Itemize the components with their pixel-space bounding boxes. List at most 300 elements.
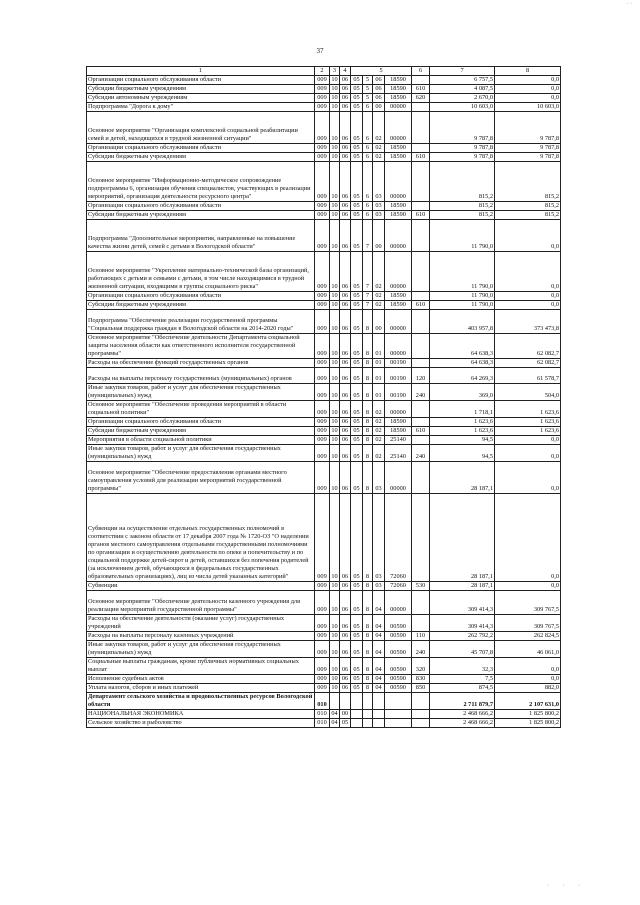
row-label: Социальные выплаты гражданам, кроме публичных нормативных социальных выплат	[87, 658, 315, 675]
table-cell	[412, 103, 430, 112]
table-row	[87, 334, 561, 359]
table-cell: 00590	[385, 684, 412, 693]
table-cell: 06	[373, 76, 385, 85]
table-cell: 610	[412, 427, 430, 436]
table-cell: 10	[331, 211, 338, 218]
table-cell: 45 707,8	[430, 641, 495, 658]
table-cell	[412, 359, 430, 368]
table-row	[87, 202, 561, 211]
table-cell: 0,0	[495, 445, 561, 462]
table-cell: 18590	[385, 202, 412, 211]
table-row	[87, 658, 561, 675]
row-label: Основное мероприятие "Обеспечение предоставления органами местного самоуправления условий для реализации мероприятий государственной программы"	[87, 462, 315, 494]
table-cell: 05	[351, 418, 363, 427]
table-cell: 10	[330, 615, 340, 632]
table-cell: 009	[315, 85, 330, 94]
table-cell: 06	[340, 252, 351, 292]
table-cell: 1 623,6	[430, 418, 495, 427]
table-cell: 06	[340, 85, 351, 94]
table-cell: 504,0	[495, 384, 561, 401]
table-row	[87, 632, 561, 641]
row-label: Организации социального обслуживания области	[87, 76, 315, 85]
table-cell	[412, 710, 430, 719]
row-label: Субсидии бюджетным учреждениям	[87, 153, 315, 162]
row-label: Иные закупки товаров, работ и услуг для обеспечения государственных (муниципальных) нужд	[87, 641, 315, 658]
table-cell: 1 825 800,2	[495, 710, 561, 719]
table-cell: 009	[315, 658, 330, 675]
table-row	[87, 112, 561, 144]
table-cell: 815,2	[495, 211, 561, 220]
table-cell: 8	[363, 462, 373, 494]
table-cell: 00590	[385, 641, 412, 658]
table-cell: 009	[315, 384, 330, 401]
row-label: Сельское хозяйство и рыболовство	[87, 719, 315, 728]
table-cell: 4 087,5	[430, 85, 495, 94]
table-cell: 06	[340, 445, 351, 462]
table-cell: 05	[351, 301, 363, 310]
table-cell: 05	[351, 94, 363, 103]
table-row	[87, 719, 561, 728]
table-cell	[412, 112, 430, 144]
table-cell: 815,2	[495, 162, 561, 202]
table-cell: 02	[373, 301, 385, 310]
row-label: Организации социального обслуживания области	[87, 144, 315, 153]
table-cell: 10	[331, 103, 338, 110]
table-cell: 11 790,0	[430, 292, 495, 301]
table-cell	[412, 76, 430, 85]
table-cell: 2 468 666,2	[430, 710, 495, 719]
table-row	[87, 211, 561, 220]
table-cell: 10	[331, 144, 338, 151]
table-cell: 9 787,8	[495, 144, 561, 153]
table-cell: 64 638,3	[430, 359, 495, 368]
table-cell: 05	[351, 445, 363, 462]
table-cell: 05	[351, 144, 363, 153]
table-cell	[363, 710, 373, 719]
table-row	[87, 292, 561, 301]
table-cell: 00000	[385, 162, 412, 202]
table-cell: 2 468 666,2	[430, 719, 495, 728]
table-cell: 8	[363, 445, 373, 462]
table-cell: 9 787,8	[430, 144, 495, 153]
table-cell: 06	[340, 582, 351, 591]
table-cell: 009	[315, 334, 330, 359]
table-cell: 10	[330, 368, 340, 384]
table-row	[87, 445, 561, 462]
table-cell: 009	[315, 153, 330, 162]
table-cell: 04	[373, 675, 385, 684]
table-cell	[385, 693, 412, 710]
table-cell: 8	[363, 359, 373, 368]
table-cell: 009	[315, 292, 330, 301]
table-row	[87, 684, 561, 693]
row-label: Организации социального обслуживания области	[87, 292, 315, 301]
table-cell: 18590	[385, 211, 412, 220]
row-label: Расходы на обеспечение деятельности (оказание услуг) государственных учреждений	[87, 615, 315, 632]
table-cell: 309 767,5	[495, 591, 561, 615]
col-header: 7	[430, 67, 495, 76]
table-cell: 01	[373, 384, 385, 401]
table-cell: 1 623,6	[430, 427, 495, 436]
table-cell: 00	[373, 310, 385, 334]
table-cell: 05	[351, 292, 363, 301]
table-cell: 06	[340, 162, 351, 202]
table-cell: 010	[315, 710, 330, 719]
row-label: Основное мероприятие "Информационно-методическое сопровождение подпрограммы 6, организация обучения специалистов, участвующих в реализации мероприятий, организация деятельности ресурсного центра"	[87, 162, 315, 202]
table-cell: 06	[340, 211, 351, 220]
table-row	[87, 494, 561, 582]
table-cell: 7	[363, 301, 373, 310]
table-cell: 8	[363, 368, 373, 384]
table-cell: 05	[351, 494, 363, 582]
table-cell: 04	[373, 591, 385, 615]
col-header: 8	[495, 67, 561, 76]
table-cell: 00000	[385, 103, 412, 112]
table-cell: 11 790,0	[430, 220, 495, 252]
table-cell: 9 787,8	[495, 112, 561, 144]
table-cell: 8	[363, 384, 373, 401]
table-cell: 7,5	[430, 675, 495, 684]
table-row	[87, 153, 561, 162]
table-cell: 06	[340, 494, 351, 582]
table-cell: 10	[331, 153, 338, 160]
table-cell: 03	[373, 462, 385, 494]
table-cell: 009	[315, 211, 330, 220]
table-cell	[412, 334, 430, 359]
table-cell: 010	[315, 719, 330, 728]
table-cell: 0,0	[495, 94, 561, 103]
table-row	[87, 310, 561, 334]
table-cell: 7	[363, 220, 373, 252]
table-cell: 02	[373, 418, 385, 427]
table-cell: 18590	[385, 418, 412, 427]
row-label: Организации социального обслуживания области	[87, 418, 315, 427]
table-cell: 610	[412, 301, 430, 310]
table-row	[87, 591, 561, 615]
table-cell: 8	[363, 427, 373, 436]
table-cell: 009	[315, 494, 330, 582]
table-row	[87, 384, 561, 401]
table-cell: 0,0	[495, 252, 561, 292]
table-cell: 5	[363, 94, 373, 103]
table-cell: 815,2	[495, 202, 561, 211]
table-cell: 262 824,5	[495, 632, 561, 641]
table-cell: 8	[363, 591, 373, 615]
table-cell: 06	[340, 684, 351, 693]
table-cell: 28 187,1	[430, 582, 495, 591]
row-label: Иные закупки товаров, работ и услуг для обеспечения государственных (муниципальных) нужд	[87, 445, 315, 462]
table-cell: 10	[330, 445, 340, 462]
table-cell: 06	[340, 292, 351, 301]
table-cell: 28 187,1	[430, 462, 495, 494]
table-cell: 10	[331, 582, 338, 589]
table-cell: 02	[373, 401, 385, 418]
table-cell: 0,0	[495, 582, 561, 591]
table-cell: 0,0	[495, 494, 561, 582]
table-cell: 009	[315, 641, 330, 658]
table-cell: 009	[315, 112, 330, 144]
col-header: 4	[340, 67, 351, 76]
row-label: НАЦИОНАЛЬНАЯ ЭКОНОМИКА	[87, 710, 315, 719]
row-label: Субвенции	[87, 582, 315, 591]
table-cell: 05	[351, 85, 363, 94]
table-cell: 03	[373, 211, 385, 220]
table-cell: 01	[373, 359, 385, 368]
table-cell: 18590	[385, 94, 412, 103]
table-cell: 10	[330, 658, 340, 675]
table-row	[87, 220, 561, 252]
table-cell: 309 414,3	[430, 615, 495, 632]
table-cell: 10	[331, 85, 338, 92]
table-cell: 009	[315, 418, 330, 427]
table-cell: 10	[331, 675, 338, 682]
table-cell: 05	[351, 359, 363, 368]
table-cell: 530	[412, 582, 430, 591]
table-cell: 009	[315, 582, 330, 591]
table-cell: 06	[340, 202, 351, 211]
table-cell: 02	[373, 112, 385, 144]
table-cell: 06	[340, 418, 351, 427]
table-cell: 10	[330, 334, 340, 359]
table-cell: 00	[373, 220, 385, 252]
table-cell: 8	[363, 334, 373, 359]
table-cell: 0,0	[495, 462, 561, 494]
table-cell	[373, 693, 385, 710]
table-cell: 64 638,3	[430, 334, 495, 359]
col-header: 1	[87, 67, 315, 76]
table-cell: 0,0	[495, 292, 561, 301]
table-row	[87, 103, 561, 112]
table-cell: 06	[340, 334, 351, 359]
table-cell: 0,0	[495, 76, 561, 85]
table-cell: 01	[373, 368, 385, 384]
table-cell: 00590	[385, 632, 412, 641]
table-cell: 06	[340, 632, 351, 641]
table-cell: 06	[340, 112, 351, 144]
table-row	[87, 615, 561, 632]
table-row	[87, 368, 561, 384]
table-cell: 10	[330, 310, 340, 334]
table-cell: 94,5	[430, 445, 495, 462]
table-cell: 9 787,8	[430, 112, 495, 144]
table-cell: 05	[351, 211, 363, 220]
table-cell: 04	[373, 684, 385, 693]
col-header: 5	[351, 67, 412, 76]
table-row	[87, 436, 561, 445]
table-row	[87, 641, 561, 658]
table-cell: 10	[331, 436, 338, 443]
table-cell: 10	[330, 401, 340, 418]
table-cell: 06	[340, 94, 351, 103]
table-cell: 10 603,0	[495, 103, 561, 112]
table-cell: 009	[315, 220, 330, 252]
table-cell	[412, 418, 430, 427]
table-cell: 00000	[385, 334, 412, 359]
table-cell: 009	[315, 144, 330, 153]
table-cell: 8	[363, 641, 373, 658]
row-label: Субсидии бюджетным учреждениям	[87, 211, 315, 220]
table-cell: 18590	[385, 144, 412, 153]
table-cell: 00	[373, 103, 385, 112]
table-cell: 009	[315, 684, 330, 693]
table-cell: 1 623,6	[495, 418, 561, 427]
table-cell: 05	[351, 103, 363, 112]
table-cell: 10	[331, 632, 338, 639]
corner-mark: · ·	[626, 1, 632, 7]
table-cell: 02	[373, 427, 385, 436]
table-cell	[363, 693, 373, 710]
table-cell: 009	[315, 301, 330, 310]
table-cell: 05	[351, 334, 363, 359]
table-cell: 240	[412, 384, 430, 401]
table-cell: 10	[330, 641, 340, 658]
table-cell: 06	[340, 436, 351, 445]
table-cell	[385, 710, 412, 719]
table-cell: 240	[412, 641, 430, 658]
row-label: Подпрограмма "Обеспечение реализации государственной программы "Социальная поддержка граждан в Вологодской области на 2014-2020 годы"	[87, 310, 315, 334]
table-cell: 6	[363, 153, 373, 162]
table-cell: 0,0	[495, 301, 561, 310]
table-row	[87, 710, 561, 719]
table-cell: 009	[315, 445, 330, 462]
table-cell: 8	[363, 615, 373, 632]
table-cell: 009	[315, 615, 330, 632]
table-cell: 10	[330, 220, 340, 252]
table-cell: 610	[412, 85, 430, 94]
row-label: Основное мероприятие "Укрепление материально-технической базы организаций, работающих с детьми и семьями с детьми, в том числе находящимися в трудной жизненной ситуации, входящими в группы социального риска"	[87, 252, 315, 292]
table-cell: 10	[330, 462, 340, 494]
table-cell: 06	[340, 591, 351, 615]
table-cell	[412, 292, 430, 301]
table-cell: 05	[351, 582, 363, 591]
table-cell: 8	[363, 632, 373, 641]
table-cell: 05	[351, 76, 363, 85]
table-cell: 62 082,7	[495, 359, 561, 368]
table-cell: 05	[351, 684, 363, 693]
table-cell: 05	[351, 384, 363, 401]
table-cell: 05	[351, 401, 363, 418]
table-cell: 00190	[385, 368, 412, 384]
table-cell: 03	[373, 162, 385, 202]
table-row	[87, 85, 561, 94]
table-cell: 04	[331, 710, 338, 717]
table-cell: 6	[363, 112, 373, 144]
table-cell: 06	[340, 641, 351, 658]
table-cell: 18590	[385, 85, 412, 94]
table-cell: 309 414,3	[430, 591, 495, 615]
table-cell: 10	[331, 427, 338, 434]
table-cell: 00190	[385, 384, 412, 401]
table-cell: 02	[373, 436, 385, 445]
table-cell: 05	[351, 436, 363, 445]
table-row	[87, 252, 561, 292]
table-cell: 6	[363, 202, 373, 211]
row-label: Департамент сельского хозяйства и продовольственных ресурсов Вологодской области	[87, 693, 315, 710]
table-cell: 06	[340, 658, 351, 675]
table-cell: 11 790,0	[430, 301, 495, 310]
table-cell: 00000	[385, 310, 412, 334]
table-cell: 72060	[385, 494, 412, 582]
table-cell: 06	[340, 103, 351, 112]
table-cell: 8	[363, 675, 373, 684]
table-cell: 10	[331, 202, 338, 209]
table-cell: 620	[412, 94, 430, 103]
table-cell: 05	[351, 615, 363, 632]
table-cell: 18590	[385, 301, 412, 310]
table-cell: 06	[340, 310, 351, 334]
table-cell: 00000	[385, 462, 412, 494]
table-row	[87, 401, 561, 418]
table-cell: 6	[363, 162, 373, 202]
table-cell: 61 578,7	[495, 368, 561, 384]
table-cell: 8	[363, 310, 373, 334]
table-cell	[412, 693, 430, 710]
table-cell: 8	[363, 582, 373, 591]
table-cell: 06	[373, 85, 385, 94]
table-cell: 1 623,6	[495, 427, 561, 436]
row-label: Субвенции на осуществление отдельных государственных полномочий в соответствии с законом области от 17 декабря 2007 года № 1720-ОЗ "О наделении органов местного самоуправления отдельными государственными полномочиями по организации и осуществлению деятельности по опеке и попечительству и по социальной поддержке детей-сирот и детей, оставшихся без попечения родителей (за исключением детей, обучающихся в федеральных государственных образовательных организациях), лиц из числа детей указанных категорий"	[87, 494, 315, 582]
table-cell: 00000	[385, 112, 412, 144]
table-cell: 403 957,8	[430, 310, 495, 334]
table-cell: 009	[315, 462, 330, 494]
table-cell: 00590	[385, 615, 412, 632]
table-cell: 882,0	[495, 684, 561, 693]
col-header: 6	[412, 67, 430, 76]
table-row	[87, 144, 561, 153]
table-cell: 05	[340, 719, 351, 728]
table-cell: 62 082,7	[495, 334, 561, 359]
table-row	[87, 162, 561, 202]
table-cell: 06	[373, 94, 385, 103]
row-label: Уплата налогов, сборов и иных платежей	[87, 684, 315, 693]
table-cell: 18590	[385, 76, 412, 85]
row-label: Основное мероприятие "Обеспечение деятельности казенного учреждения для реализации мероприятий государственной программы"	[87, 591, 315, 615]
table-cell: 8	[363, 684, 373, 693]
row-label: Субсидии бюджетным учреждениям	[87, 427, 315, 436]
table-cell	[412, 494, 430, 582]
row-label: Основное мероприятие "Организация комплексной социальной реабилитации семей и детей, находящихся в трудной жизненной ситуации"	[87, 112, 315, 144]
table-cell: 009	[315, 359, 330, 368]
table-cell: 06	[340, 220, 351, 252]
table-cell	[330, 693, 340, 710]
table-cell: 05	[351, 658, 363, 675]
table-cell: 8	[363, 658, 373, 675]
table-cell: 05	[351, 641, 363, 658]
row-label: Основное мероприятие "Обеспечение проведения мероприятий в области социальной политики"	[87, 401, 315, 418]
table-cell: 06	[340, 301, 351, 310]
table-cell: 05	[351, 368, 363, 384]
table-cell: 815,2	[430, 162, 495, 202]
table-cell: 369,0	[430, 384, 495, 401]
table-cell	[373, 710, 385, 719]
table-cell: 10 603,0	[430, 103, 495, 112]
row-label: Подпрограмма "Дорога к дому"	[87, 103, 315, 112]
table-cell: 373 473,8	[495, 310, 561, 334]
table-cell: 2 711 879,7	[430, 693, 495, 710]
row-label: Исполнение судебных актов	[87, 675, 315, 684]
table-row	[87, 301, 561, 310]
table-cell: 64 269,3	[430, 368, 495, 384]
table-cell: 06	[340, 401, 351, 418]
page-number: 37	[316, 47, 324, 55]
table-cell: 03	[373, 582, 385, 591]
table-row	[87, 76, 561, 85]
table-cell: 06	[340, 368, 351, 384]
table-cell: 01	[373, 334, 385, 359]
col-header: 3	[330, 67, 340, 76]
table-cell: 00590	[385, 675, 412, 684]
table-cell: 06	[340, 144, 351, 153]
